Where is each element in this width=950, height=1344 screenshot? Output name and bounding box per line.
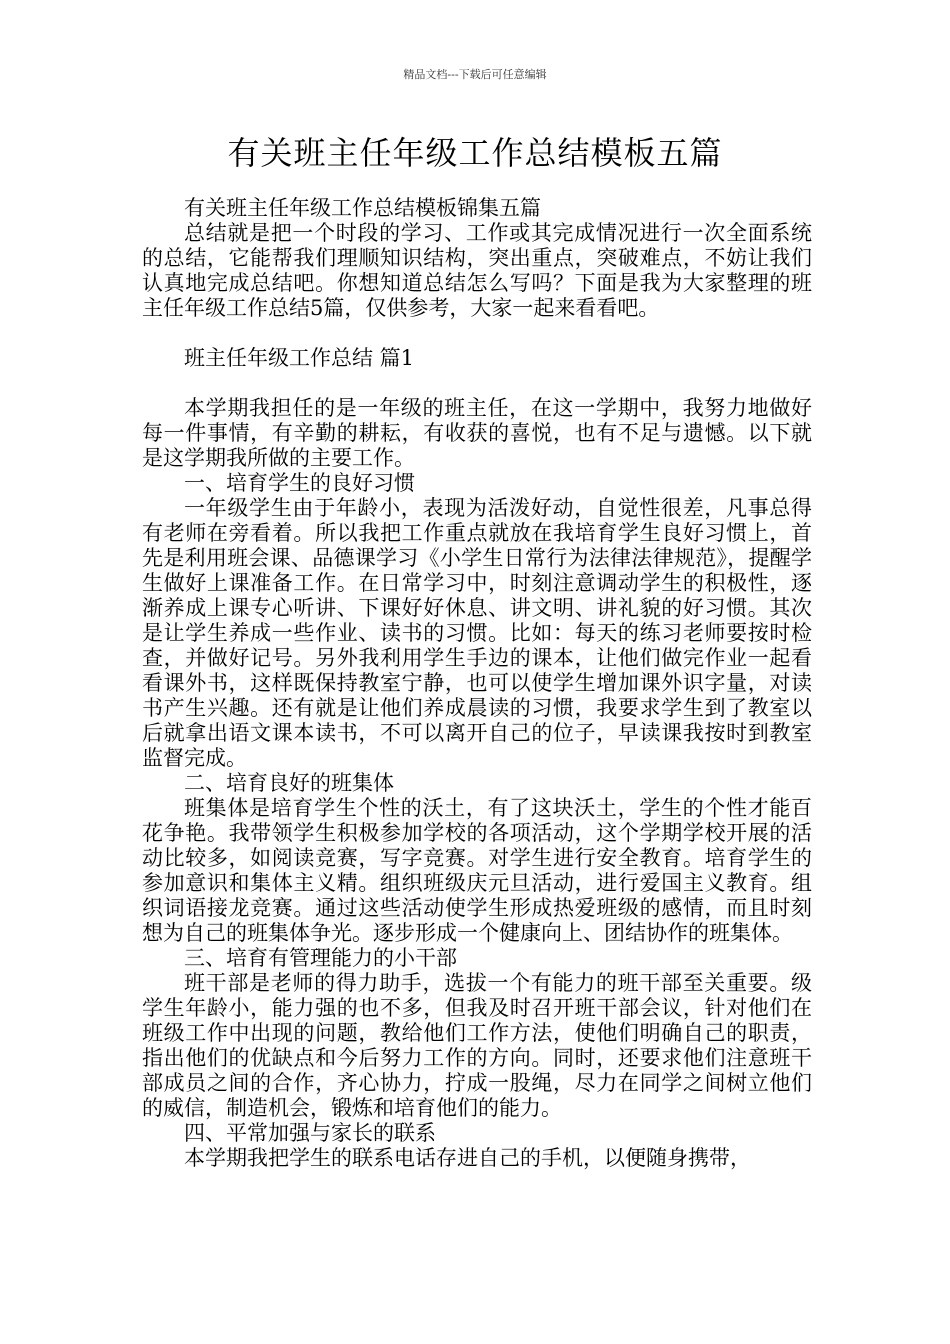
subheading: 二、培育良好的班集体	[184, 771, 394, 795]
section-heading: 班主任年级工作总结 篇1	[184, 346, 415, 370]
body-paragraph: 一年级学生由于年龄小，表现为活泼好动，自觉性很差，凡事总得有老师在旁看着。所以我把工作重点就放在我培育学生良好习惯上，首先是利用班会课、品德课学习《小学生日常行为法律法律规范》，提醒学生做好上课准备工作。在日常学习中，时刻注意调动学生的积极性，逐渐养成上课专心听讲、下课好好休息、讲文明、讲礼貌的好习惯。其次是让学生养成一些作业、读书的习惯。比如：每天的练习老师要按时检查，并做好记号。另外我利用学生手边的课本，让他们做完作业一起看看课外书，这样既保持教室宁静，也可以使学生增加课外识字量，对读书产生兴趣。还有就是让他们养成晨读的习惯，我要求学生到了教室以后就拿出语文课本读书，不可以离开自己的位子，早读课我按时到教室监督完成。	[142, 496, 812, 770]
intro-paragraph: 总结就是把一个时段的学习、工作或其完成情况进行一次全面系统的总结，它能帮我们理顺知识结构，突出重点，突破难点，不妨让我们认真地完成总结吧。你想知道总结怎么写吗？下面是我为大家整理的班主任年级工作总结5篇，仅供参考，大家一起来看看吧。	[142, 221, 812, 320]
document-body	[142, 196, 812, 1171]
subheading: 一、培育学生的良好习惯	[184, 471, 415, 495]
subtitle-paragraph: 有关班主任年级工作总结模板锦集五篇	[184, 196, 541, 220]
subheading: 三、培育有管理能力的小干部	[184, 946, 457, 970]
body-paragraph: 本学期我担任的是一年级的班主任，在这一学期中，我努力地做好每一件事情，有辛勤的耕耘，有收获的喜悦，也有不足与遗憾。以下就是这学期我所做的主要工作。	[142, 396, 812, 470]
subheading: 四、平常加强与家长的联系	[184, 1121, 436, 1145]
header-note: 精品文档---下载后可任意编辑	[403, 68, 547, 81]
body-paragraph: 本学期我把学生的联系电话存进自己的手机，以便随身携带，	[184, 1146, 751, 1170]
document-title: 有关班主任年级工作总结模板五篇	[227, 134, 723, 172]
body-paragraph: 班干部是老师的得力助手，选拔一个有能力的班干部至关重要。级学生年龄小，能力强的也不多，但我及时召开班干部会议，针对他们在班级工作中出现的问题，教给他们工作方法，使他们明确自己的职责，指出他们的优缺点和今后努力工作的方向。同时，还要求他们注意班干部成员之间的合作，齐心协力，拧成一股绳，尽力在同学之间树立他们的威信，制造机会，锻炼和培育他们的能力。	[142, 971, 812, 1120]
body-paragraph: 班集体是培育学生个性的沃土，有了这块沃土，学生的个性才能百花争艳。我带领学生积极参加学校的各项活动，这个学期学校开展的活动比较多，如阅读竞赛，写字竞赛。对学生进行安全教育。培育学生的参加意识和集体主义精。组织班级庆元旦活动，进行爱国主义教育。组织词语接龙竞赛。通过这些活动使学生形成热爱班级的感情，而且时刻想为自己的班集体争光。逐步形成一个健康向上、团结协作的班集体。	[142, 796, 812, 945]
